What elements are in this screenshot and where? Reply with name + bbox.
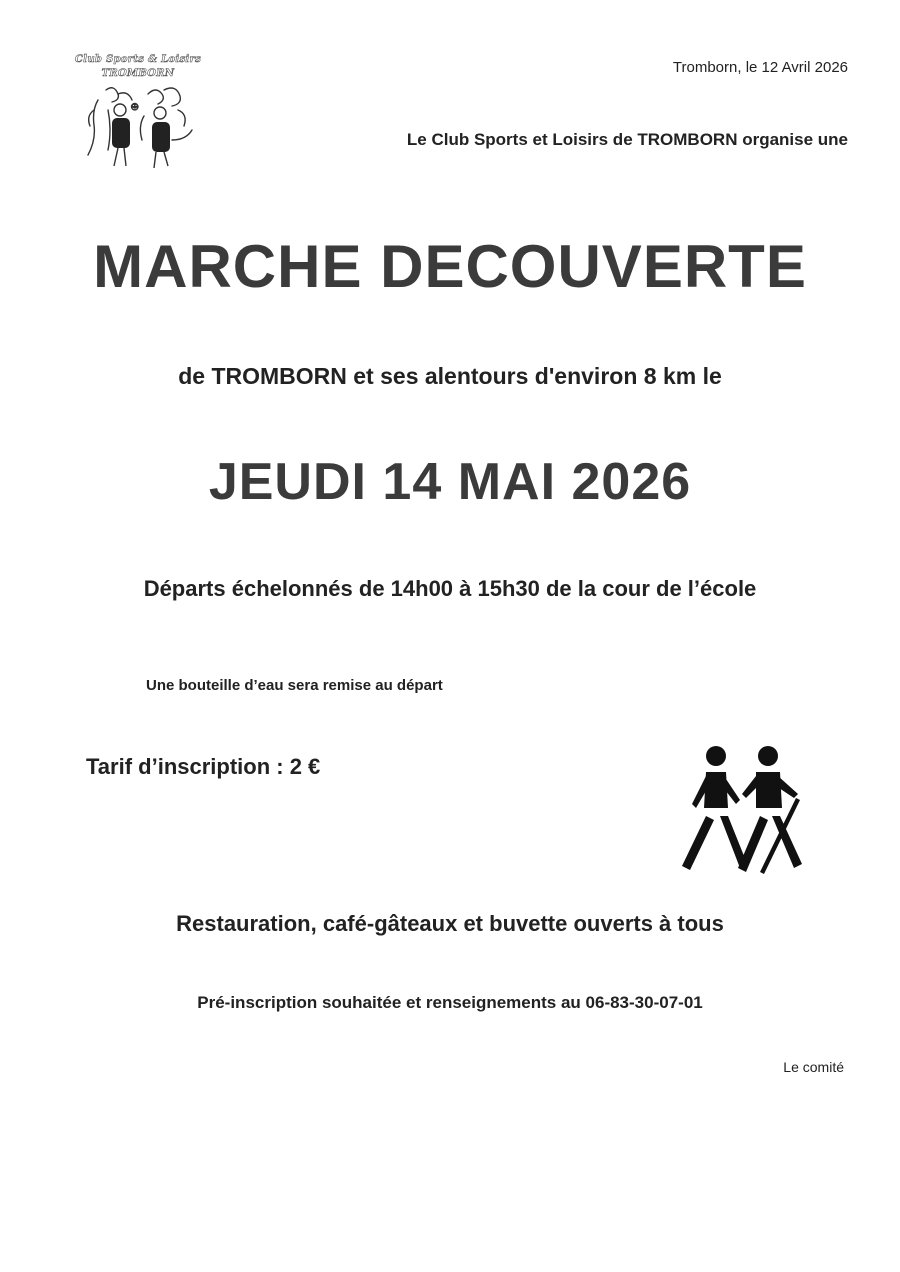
club-logo [68, 50, 208, 175]
letter-date: Tromborn, le 12 Avril 2026 [672, 59, 848, 76]
catering-info: Restauration, café-gâteaux et buvette ouverts à tous [176, 911, 724, 936]
water-info: Une bouteille d’eau sera remise au départ [146, 677, 443, 694]
departures-info: Départs échelonnés de 14h00 à 15h30 de la cour de l’école [143, 576, 757, 601]
intro-line: Le Club Sports et Loisirs de TROMBORN organise une [406, 130, 848, 149]
event-title: MARCHE DECOUVERTE [93, 233, 807, 300]
event-date: JEUDI 14 MAI 2026 [208, 453, 692, 511]
svg-text:☻: ☻ [130, 103, 140, 113]
hikers-icon [676, 742, 806, 876]
logo-text-club: Club Sports & Loisirs [74, 54, 202, 65]
fee-info: Tarif d’inscription : 2 € [86, 754, 321, 779]
preregistration-info: Pré-inscription souhaitée et renseignements au 06-83-30-07-01 [197, 993, 703, 1012]
logo-text-town: TROMBORN [101, 68, 175, 79]
club-logo-icon [68, 80, 208, 175]
signature: Le comité [783, 1059, 844, 1075]
event-subtitle: de TROMBORN et ses alentours d'environ 8 km le [178, 363, 722, 389]
